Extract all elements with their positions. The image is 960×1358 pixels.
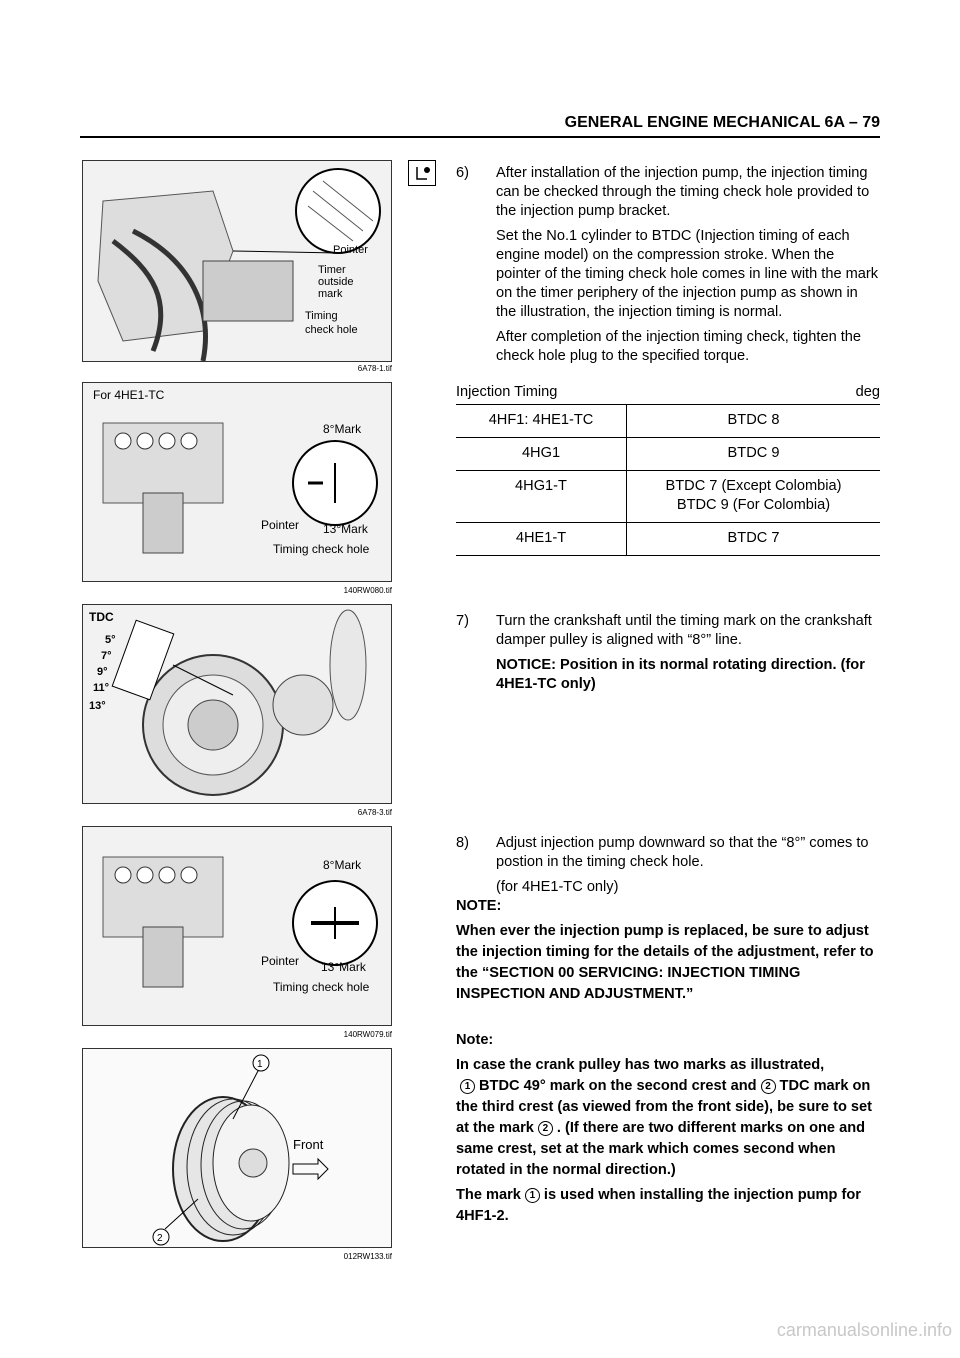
figure-label-5deg: 5° xyxy=(105,634,116,646)
figure-label-9deg: 9° xyxy=(97,666,108,678)
note-heading: Note: xyxy=(456,1032,494,1048)
figure-label-outside: outside xyxy=(318,276,354,288)
figure-label-11deg: 11° xyxy=(93,682,110,694)
figure-label-13-mark: 13°Mark xyxy=(321,960,366,974)
step-8-paragraph: Adjust injection pump downward so that the “8°” comes to postion in the timing check hole. xyxy=(496,835,869,870)
circled-number-icon: 1 xyxy=(525,1188,540,1203)
figure-label-7deg: 7° xyxy=(101,650,112,662)
note-text-part: In case the crank pulley has two marks as illustrated, xyxy=(456,1057,825,1073)
note-text-part: TDC mark on the third crest (as viewed from the front side), be sure to set at the mark xyxy=(456,1078,873,1136)
step-7-notice: NOTICE: Position in its normal rotating direction. (for 4HE1-TC only) xyxy=(496,657,865,692)
figure-label-13-mark: 13°Mark xyxy=(323,522,368,536)
note-block-1 xyxy=(456,896,886,1009)
figure-label-tdc: TDC xyxy=(89,610,114,624)
header-rule xyxy=(80,136,880,138)
figure-label-timing-check-hole: Timing check hole xyxy=(273,980,370,994)
note-text-part: is used when installing the injection pump for 4HF1-2. xyxy=(456,1187,861,1224)
table-cell-model: 4HG1-T xyxy=(456,471,627,523)
step-7-paragraph: Turn the crankshaft until the timing mark on the crankshaft damper pulley is aligned with “8°” line. xyxy=(496,613,872,648)
page-header: GENERAL ENGINE MECHANICAL 6A – 79 xyxy=(564,114,880,131)
circled-number-icon: 2 xyxy=(761,1079,776,1094)
figure-pulley-two-marks xyxy=(82,1048,392,1248)
figure-timing-check-hole xyxy=(82,160,392,362)
step-8 xyxy=(456,834,880,903)
injection-timing-table xyxy=(456,404,880,556)
watermark: carmanualsonline.info xyxy=(776,1320,952,1340)
figure-label-for-4he1-tc: For 4HE1-TC xyxy=(93,388,165,402)
figure-label-mark: mark xyxy=(318,288,343,300)
table-row xyxy=(456,471,880,523)
table-title: Injection Timing xyxy=(456,384,558,400)
table-cell-timing: BTDC 7 xyxy=(627,523,881,556)
table-cell-timing: BTDC 9 xyxy=(627,438,881,471)
note-text xyxy=(456,1055,886,1181)
figure-4he1-tc-marks xyxy=(82,382,392,582)
step-8-condition: (for 4HE1-TC only) xyxy=(496,879,619,895)
step-number: 7) xyxy=(456,613,469,629)
note-text xyxy=(456,1185,886,1227)
step-7 xyxy=(456,612,880,700)
table-cell-model: 4HG1 xyxy=(456,438,627,471)
figure-label-timer: Timer xyxy=(318,264,346,276)
step-6-paragraph-2: Set the No.1 cylinder to BTDC (Injection timing of each engine model) on the compression stroke. When the pointer of the timing check hole comes in line with the mark on the timer periphery of the injection pump as shown in the illustration, the injection timing is normal. xyxy=(496,228,879,320)
figure-label-8-mark: 8°Mark xyxy=(323,422,362,436)
note-text-part: The mark xyxy=(456,1187,521,1203)
figure-label-pointer: Pointer xyxy=(333,244,368,256)
step-6-paragraph-3: After completion of the injection timing check, tighten the check hole plug to the specified torque. xyxy=(496,329,862,364)
note-text-part: BTDC 49° mark on the second crest and xyxy=(479,1078,757,1094)
note-text-part: . (If there are two different marks on one and same crest, set at the mark which comes second when rotated in the normal direction.) xyxy=(456,1120,866,1178)
step-number: 8) xyxy=(456,835,469,851)
table-row xyxy=(456,438,880,471)
figure-caption: 6A78-3.tif xyxy=(357,808,392,817)
figure-crank-pulley-marks xyxy=(82,604,392,804)
injection-timing-heading xyxy=(456,384,880,400)
figure-label-timing: Timing xyxy=(305,310,338,322)
special-tool-icon xyxy=(408,160,436,186)
figure-label-check-hole: check hole xyxy=(305,324,358,336)
step-6 xyxy=(456,164,880,372)
note-block-2 xyxy=(456,1030,886,1231)
figure-pump-adjust-marks xyxy=(82,826,392,1026)
note-heading: NOTE: xyxy=(456,898,502,914)
figure-caption: 012RW133.tif xyxy=(343,1252,392,1261)
figure-label-front: Front xyxy=(293,1137,324,1152)
table-unit: deg xyxy=(855,384,880,400)
table-row xyxy=(456,523,880,556)
table-cell-timing: BTDC 7 (Except Colombia) BTDC 9 (For Colombia) xyxy=(627,471,881,523)
figure-caption: 140RW080.tif xyxy=(343,586,392,595)
figure-label-timing-check-hole: Timing check hole xyxy=(273,542,370,556)
figure-label-pointer: Pointer xyxy=(261,518,300,532)
table-cell-timing: BTDC 8 xyxy=(627,405,881,438)
note-text: When ever the injection pump is replaced, be sure to adjust the injection timing for the details of the adjustment, refer to the “SECTION 00 SERVICING: INJECTION TIMING INSPECTION AND ADJUSTMENT.” xyxy=(456,923,874,1002)
table-row xyxy=(456,405,880,438)
figure-label-pointer: Pointer xyxy=(261,954,300,968)
table-cell-model: 4HE1-T xyxy=(456,523,627,556)
step-number: 6) xyxy=(456,165,469,181)
circled-number-icon: 2 xyxy=(538,1121,553,1136)
circled-number-icon: 1 xyxy=(460,1079,475,1094)
figure-label-1: 1 xyxy=(257,1059,263,1070)
figure-label-13deg: 13° xyxy=(89,700,106,712)
figure-caption: 6A78-1.tif xyxy=(357,364,392,373)
figure-label-8-mark: 8°Mark xyxy=(323,858,362,872)
figure-label-2: 2 xyxy=(157,1233,163,1244)
table-cell-model: 4HF1: 4HE1-TC xyxy=(456,405,627,438)
figure-caption: 140RW079.tif xyxy=(343,1030,392,1039)
step-6-paragraph-1: After installation of the injection pump, the injection timing can be checked through the timing check hole provided to the injection pump bracket. xyxy=(496,165,870,219)
